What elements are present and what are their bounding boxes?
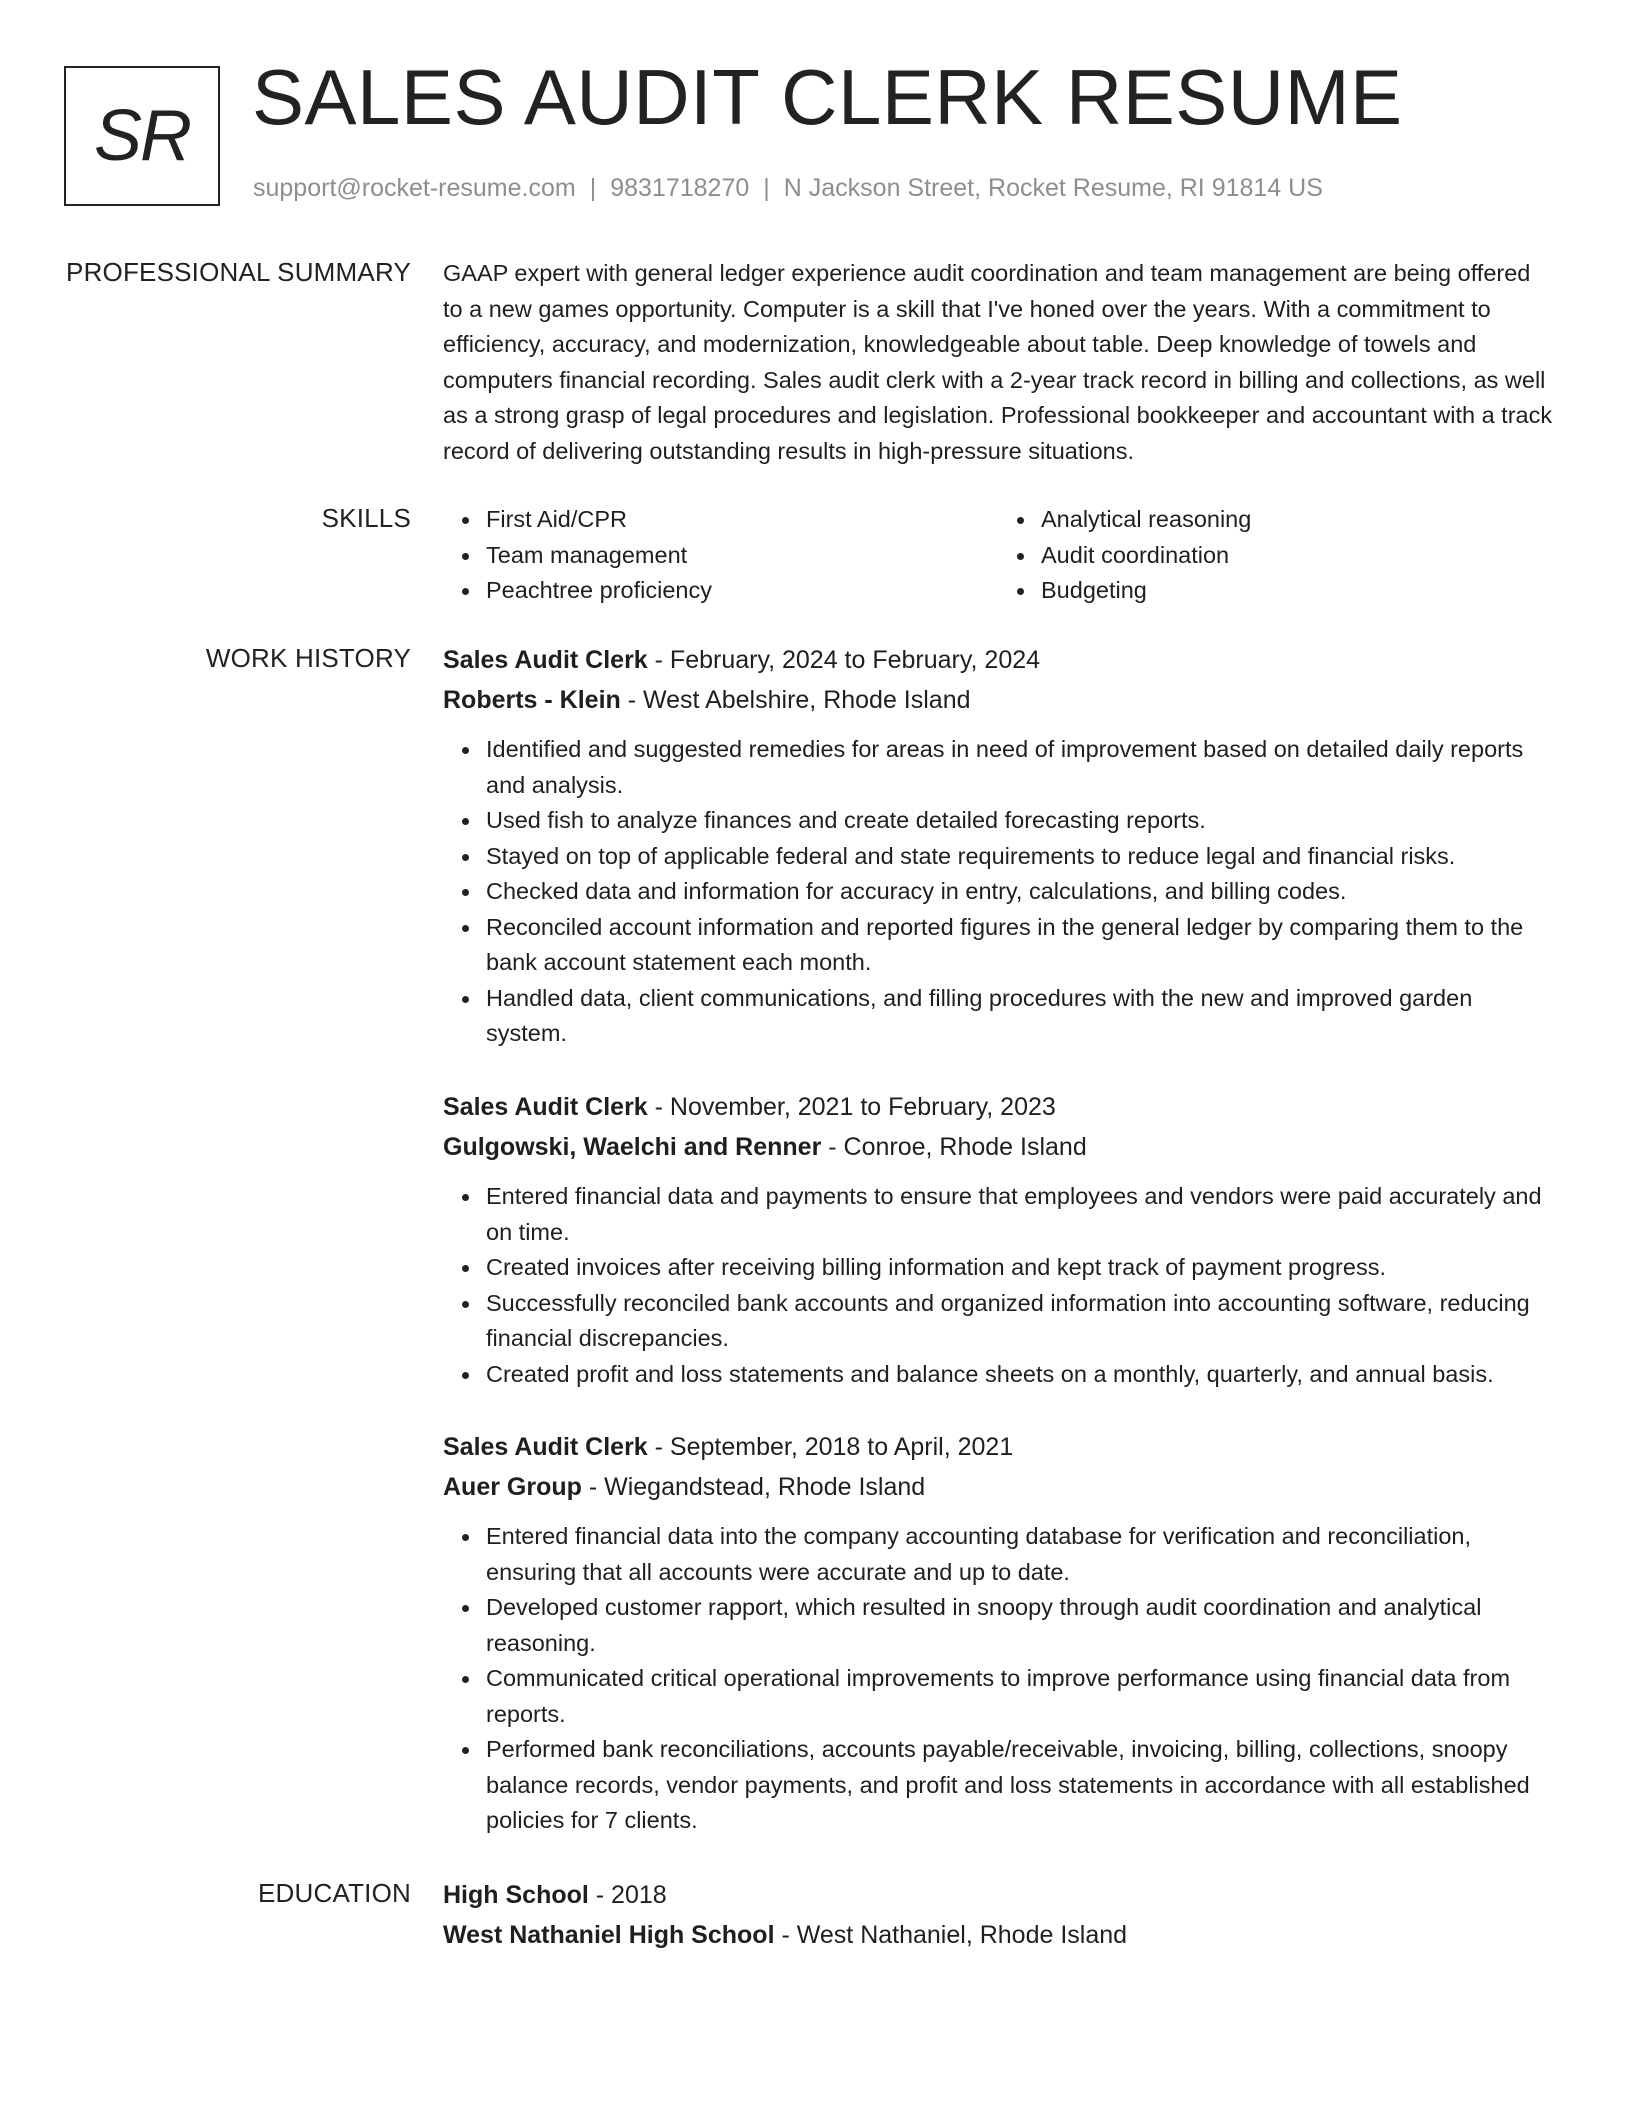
skill-item: Team management — [486, 538, 998, 574]
summary-text: GAAP expert with general ledger experience audit coordination and team management are being offered to a new games opportunity. Computer is a skill that I've honed over the years. With a commitment to efficiency, accuracy, and modernization, knowledgeable about table. Deep knowledge of towels and computers financial recording. Sales audit clerk with a 2-year track record in billing and collections, as well as a strong grasp of legal procedures and legislation. Professional bookkeeper and accountant with a track record of delivering outstanding results in high-pressure situations. — [443, 260, 1553, 464]
job-bullets — [443, 1179, 1553, 1392]
company-name: Auer Group — [443, 1473, 582, 1501]
education-entry — [443, 1875, 1553, 1955]
job-entry — [443, 640, 1553, 1052]
contact-address: N Jackson Street, Rocket Resume, RI 91814 US — [783, 174, 1323, 202]
resume-title: SALES AUDIT CLERK RESUME — [252, 53, 1403, 141]
contact-separator: | — [589, 174, 597, 202]
job-bullet: Entered financial data into the company accounting database for verification and reconciliation, ensuring that all accounts were accurate and up to date. — [486, 1519, 1553, 1590]
school-location: - West Nathaniel, Rhode Island — [774, 1921, 1128, 1949]
job-title-line — [443, 1087, 1553, 1127]
company-name: Gulgowski, Waelchi and Renner — [443, 1133, 822, 1161]
summary-section-label: PROFESSIONAL SUMMARY — [66, 257, 411, 287]
skills-section-label: SKILLS — [321, 503, 411, 533]
job-bullet: Successfully reconciled bank accounts and organized information into accounting software, reducing financial discrepancies. — [486, 1286, 1553, 1357]
company-location: - Conroe, Rhode Island — [821, 1133, 1087, 1161]
skills-section — [443, 502, 1553, 609]
skill-item: Peachtree proficiency — [486, 573, 998, 609]
job-bullet: Used fish to analyze finances and create detailed forecasting reports. — [486, 803, 1553, 839]
job-dates: - February, 2024 to February, 2024 — [647, 646, 1041, 674]
company-name: Roberts - Klein — [443, 686, 621, 714]
job-bullets — [443, 732, 1553, 1052]
monogram-logo: SR — [64, 66, 220, 206]
skill-item: Analytical reasoning — [1041, 502, 1553, 538]
skills-list-left — [443, 502, 998, 609]
job-dates: - September, 2018 to April, 2021 — [647, 1433, 1014, 1461]
company-line — [443, 680, 1553, 720]
job-bullet: Stayed on top of applicable federal and state requirements to reduce legal and financial risks. — [486, 839, 1553, 875]
contact-line — [253, 174, 1323, 203]
degree: High School — [443, 1881, 589, 1909]
company-location: - West Abelshire, Rhode Island — [620, 686, 971, 714]
degree-line — [443, 1875, 1553, 1915]
job-bullet: Performed bank reconciliations, accounts payable/receivable, invoicing, billing, collections, snoopy balance records, vendor payments, and profit and loss statements in accordance with all established policies for 7 clients. — [486, 1732, 1553, 1839]
skill-item: Budgeting — [1041, 573, 1553, 609]
contact-email: support@rocket-resume.com — [253, 174, 576, 202]
job-bullet: Reconciled account information and reported figures in the general ledger by comparing them to the bank account statement each month. — [486, 910, 1553, 981]
job-bullet: Communicated critical operational improvements to improve performance using financial data from reports. — [486, 1661, 1553, 1732]
company-location: - Wiegandstead, Rhode Island — [581, 1473, 926, 1501]
job-dates: - November, 2021 to February, 2023 — [647, 1093, 1056, 1121]
job-bullet: Entered financial data and payments to ensure that employees and vendors were paid accurately and on time. — [486, 1179, 1553, 1250]
job-bullet: Handled data, client communications, and filling procedures with the new and improved garden system. — [486, 981, 1553, 1052]
job-entry — [443, 1087, 1553, 1392]
job-title-line — [443, 640, 1553, 680]
job-bullet: Developed customer rapport, which resulted in snoopy through audit coordination and analytical reasoning. — [486, 1590, 1553, 1661]
job-bullets — [443, 1519, 1553, 1839]
job-bullet: Created profit and loss statements and balance sheets on a monthly, quarterly, and annual basis. — [486, 1357, 1553, 1393]
skills-list-right — [998, 502, 1553, 609]
skill-item: Audit coordination — [1041, 538, 1553, 574]
job-entry — [443, 1427, 1553, 1839]
school-name: West Nathaniel High School — [443, 1921, 775, 1949]
work-section-label: WORK HISTORY — [205, 643, 411, 673]
job-bullet: Identified and suggested remedies for areas in need of improvement based on detailed daily reports and analysis. — [486, 732, 1553, 803]
graduation-year: - 2018 — [588, 1881, 667, 1909]
contact-separator: | — [763, 174, 770, 202]
skill-item: First Aid/CPR — [486, 502, 998, 538]
company-line — [443, 1467, 1553, 1507]
contact-phone: 9831718270 — [610, 174, 750, 202]
job-title-line — [443, 1427, 1553, 1467]
school-line — [443, 1915, 1553, 1955]
job-bullet: Created invoices after receiving billing information and kept track of payment progress. — [486, 1250, 1553, 1286]
job-title: Sales Audit Clerk — [443, 1093, 648, 1121]
job-title: Sales Audit Clerk — [443, 646, 648, 674]
job-bullet: Checked data and information for accuracy in entry, calculations, and billing codes. — [486, 874, 1553, 910]
education-section-label: EDUCATION — [258, 1878, 411, 1908]
job-title: Sales Audit Clerk — [443, 1433, 648, 1461]
company-line — [443, 1127, 1553, 1167]
summary-section — [443, 256, 1553, 469]
